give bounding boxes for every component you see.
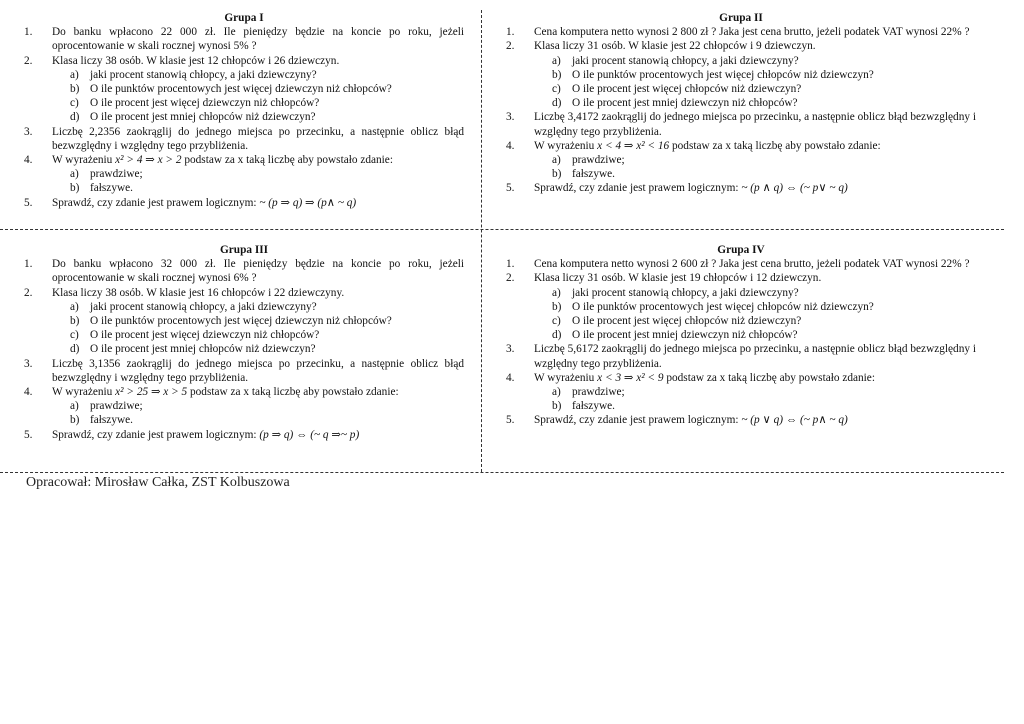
group-title: Grupa I xyxy=(224,12,264,24)
subtask-item xyxy=(70,167,464,181)
task-number: 4. xyxy=(24,386,33,399)
task-statement-prefix: W wyrażeniu xyxy=(534,139,598,152)
task-text xyxy=(52,357,464,385)
task-text xyxy=(52,257,464,285)
subtask-item xyxy=(552,68,976,82)
subtask-text: fałszywe. xyxy=(90,414,133,427)
math-formula: ~ (p ⇒ q) ⇒ (p∧ ~ q) xyxy=(259,196,357,209)
subtask-text: prawdziwe; xyxy=(572,386,625,399)
task-item xyxy=(506,257,976,271)
group-title: Grupa IV xyxy=(717,244,765,256)
subtask-text: O ile punktów procentowych jest więcej dziewczyn niż chłopców? xyxy=(90,83,392,96)
task-text xyxy=(52,153,464,167)
subtask-label: a) xyxy=(70,168,79,181)
task-statement: Liczbę 3,1356 zaokrąglij do jednego miejsca po przecinku, a następnie oblicz błąd bezwzględny i względny tego przybliżenia. xyxy=(52,357,464,384)
task-text xyxy=(534,25,976,39)
group-2 xyxy=(506,11,976,196)
subtask-text: O ile punktów procentowych jest więcej chłopców niż dziewczyn? xyxy=(572,68,874,81)
task-item xyxy=(506,181,976,195)
subtask-label: a) xyxy=(552,154,561,167)
task-text xyxy=(52,385,464,399)
math-formula: ~ (p ∨ q) ⇔ (~ p∧ ~ q) xyxy=(741,414,848,427)
subtask-label: d) xyxy=(552,329,562,342)
subtask-text: fałszywe. xyxy=(90,182,133,195)
subtask-text: prawdziwe; xyxy=(572,154,625,167)
task-item xyxy=(24,25,464,53)
subtask-label: d) xyxy=(552,97,562,110)
subtask-label: a) xyxy=(552,286,561,299)
task-statement: Cena komputera netto wynosi 2 600 zł ? Jaka jest cena brutto, jeżeli podatek VAT wynosi 22% ? xyxy=(534,258,970,271)
subtask-text: O ile procent jest więcej chłopców niż dziewczyn? xyxy=(572,83,802,96)
subtask-label: c) xyxy=(552,315,561,328)
task-statement: Do banku wpłacono 22 000 zł. Ile pieniędzy będzie na koncie po roku, jeżeli oprocentowanie w skali rocznej wynosi 5% ? xyxy=(52,26,464,53)
task-statement-suffix: podstaw za x taką liczbę aby powstało zdanie: xyxy=(187,386,399,399)
subtask-item xyxy=(552,54,976,68)
task-statement-suffix: podstaw za x taką liczbę aby powstało zdanie: xyxy=(181,154,393,167)
subtask-label: a) xyxy=(70,300,79,313)
horizontal-cut-line-bottom xyxy=(0,472,1004,473)
math-formula: ~ (p ∧ q) ⇔ (~ p∨ ~ q) xyxy=(741,182,848,195)
task-text xyxy=(52,25,464,53)
task-text xyxy=(534,181,976,195)
task-number: 3. xyxy=(506,343,515,356)
task-number: 2. xyxy=(506,272,515,285)
task-statement-prefix: Sprawdź, czy zdanie jest prawem logicznym: xyxy=(534,414,742,427)
task-statement: Klasa liczy 31 osób. W klasie jest 19 chłopców i 12 dziewczyn. xyxy=(534,272,822,285)
task-text xyxy=(534,271,976,285)
subtask-label: b) xyxy=(552,300,562,313)
task-item xyxy=(506,139,976,153)
task-item xyxy=(24,257,464,285)
subtask-item xyxy=(70,328,464,342)
task-number: 1. xyxy=(24,26,33,39)
task-text xyxy=(534,342,976,370)
group-title: Grupa III xyxy=(219,244,269,256)
subtask-text: jaki procent stanowią chłopcy, a jaki dziewczyny? xyxy=(572,54,799,67)
subtask-text: prawdziwe; xyxy=(90,168,143,181)
subtask-item xyxy=(70,399,464,413)
subtask-item xyxy=(70,82,464,96)
group-1 xyxy=(24,11,464,210)
task-number: 2. xyxy=(506,40,515,53)
task-number: 4. xyxy=(506,371,515,384)
subtask-item xyxy=(552,328,976,342)
task-text xyxy=(52,286,464,300)
task-statement-prefix: Sprawdź, czy zdanie jest prawem logicznym: xyxy=(52,196,260,209)
task-statement: Liczbę 5,6172 zaokrąglij do jednego miejsca po przecinku, a następnie oblicz błąd bezwzględny i względny tego przybliżenia. xyxy=(534,343,976,370)
task-number: 5. xyxy=(506,414,515,427)
task-text xyxy=(534,39,976,53)
task-number: 1. xyxy=(506,258,515,271)
task-item xyxy=(24,286,464,300)
task-item xyxy=(506,110,976,138)
subtask-item xyxy=(552,399,976,413)
math-formula: x < 3 ⇒ x² < 9 xyxy=(597,371,664,384)
group-3 xyxy=(24,243,464,442)
task-text xyxy=(52,428,464,442)
subtask-label: a) xyxy=(552,386,561,399)
task-statement-suffix: podstaw za x taką liczbę aby powstało zdanie: xyxy=(663,371,875,384)
subtask-text: O ile procent jest więcej dziewczyn niż chłopców? xyxy=(90,329,320,342)
task-item xyxy=(506,271,976,285)
task-item xyxy=(506,413,976,427)
subtask-text: prawdziwe; xyxy=(90,400,143,413)
task-item xyxy=(506,342,976,370)
task-number: 1. xyxy=(506,26,515,39)
task-text xyxy=(534,139,976,153)
subtask-text: jaki procent stanowią chłopcy, a jaki dziewczyny? xyxy=(90,300,317,313)
subtask-text: O ile punktów procentowych jest więcej chłopców niż dziewczyn? xyxy=(572,300,874,313)
task-statement-prefix: W wyrażeniu xyxy=(52,386,116,399)
task-statement-prefix: Sprawdź, czy zdanie jest prawem logicznym: xyxy=(534,182,742,195)
subtask-label: c) xyxy=(70,97,79,110)
task-statement-prefix: Sprawdź, czy zdanie jest prawem logicznym: xyxy=(52,428,260,441)
task-statement-prefix: W wyrażeniu xyxy=(52,154,116,167)
group-title: Grupa II xyxy=(719,12,763,24)
task-statement: Cena komputera netto wynosi 2 800 zł ? Jaka jest cena brutto, jeżeli podatek VAT wynosi 22% ? xyxy=(534,26,970,39)
subtask-text: O ile punktów procentowych jest więcej dziewczyn niż chłopców? xyxy=(90,315,392,328)
subtask-label: c) xyxy=(552,83,561,96)
subtask-text: O ile procent jest mniej chłopców niż dziewczyn? xyxy=(90,343,316,356)
task-text xyxy=(534,110,976,138)
subtask-label: a) xyxy=(70,400,79,413)
subtask-item xyxy=(552,167,976,181)
subtask-item xyxy=(70,181,464,195)
subtask-item xyxy=(70,110,464,124)
subtask-item xyxy=(552,153,976,167)
task-number: 3. xyxy=(506,111,515,124)
task-number: 5. xyxy=(24,428,33,441)
task-statement: Liczbę 2,2356 zaokrąglij do jednego miejsca po przecinku, a następnie oblicz błąd bezwzględny i względny tego przybliżenia. xyxy=(52,125,464,152)
task-statement: Do banku wpłacono 32 000 zł. Ile pieniędzy będzie na koncie po roku, jeżeli oprocentowanie w skali rocznej wynosi 6% ? xyxy=(52,258,464,285)
task-item xyxy=(24,125,464,153)
subtask-text: O ile procent jest mniej chłopców niż dziewczyn? xyxy=(90,111,316,124)
task-item xyxy=(24,385,464,399)
subtask-label: d) xyxy=(70,111,80,124)
math-formula: (p ⇒ q) ⇔ (~ q ⇒~ p) xyxy=(259,428,360,441)
subtask-label: b) xyxy=(552,68,562,81)
task-item xyxy=(24,196,464,210)
subtask-item xyxy=(70,342,464,356)
task-text xyxy=(52,54,464,68)
task-number: 4. xyxy=(24,154,33,167)
subtask-label: b) xyxy=(552,168,562,181)
task-text xyxy=(52,125,464,153)
task-number: 2. xyxy=(24,286,33,299)
task-number: 5. xyxy=(506,182,515,195)
math-formula: x² > 25 ⇒ x > 5 xyxy=(115,386,188,399)
task-text xyxy=(534,371,976,385)
task-item xyxy=(506,371,976,385)
subtask-text: O ile procent jest więcej chłopców niż dziewczyn? xyxy=(572,315,802,328)
task-number: 2. xyxy=(24,54,33,67)
subtask-text: jaki procent stanowią chłopcy, a jaki dziewczyny? xyxy=(572,286,799,299)
task-statement: Klasa liczy 31 osób. W klasie jest 22 chłopców i 9 dziewczyn. xyxy=(534,40,816,53)
subtask-label: b) xyxy=(552,400,562,413)
subtask-label: b) xyxy=(70,182,80,195)
subtask-label: c) xyxy=(70,329,79,342)
subtask-text: O ile procent jest więcej dziewczyn niż chłopców? xyxy=(90,97,320,110)
subtask-item xyxy=(552,385,976,399)
subtask-label: a) xyxy=(70,68,79,81)
subtask-item xyxy=(552,96,976,110)
task-statement-prefix: W wyrażeniu xyxy=(534,371,598,384)
task-statement: Klasa liczy 38 osób. W klasie jest 12 chłopców i 26 dziewczyn. xyxy=(52,54,340,67)
task-item xyxy=(24,428,464,442)
subtask-label: b) xyxy=(70,315,80,328)
subtask-item xyxy=(552,82,976,96)
subtask-item xyxy=(70,300,464,314)
task-statement-suffix: podstaw za x taką liczbę aby powstało zdanie: xyxy=(669,139,881,152)
subtask-text: fałszywe. xyxy=(572,168,615,181)
task-number: 4. xyxy=(506,139,515,152)
subtask-text: O ile procent jest mniej dziewczyn niż chłopców? xyxy=(572,97,798,110)
task-number: 1. xyxy=(24,258,33,271)
task-item xyxy=(24,357,464,385)
task-item xyxy=(24,153,464,167)
subtask-item xyxy=(70,68,464,82)
math-formula: x < 4 ⇒ x² < 16 xyxy=(597,139,670,152)
task-number: 3. xyxy=(24,357,33,370)
subtask-label: b) xyxy=(70,414,80,427)
task-item xyxy=(506,25,976,39)
math-formula: x² > 4 ⇒ x > 2 xyxy=(115,154,182,167)
subtask-item xyxy=(552,314,976,328)
subtask-item xyxy=(552,286,976,300)
task-number: 5. xyxy=(24,196,33,209)
task-text xyxy=(52,196,464,210)
group-4 xyxy=(506,243,976,428)
subtask-item xyxy=(70,96,464,110)
task-text xyxy=(534,413,976,427)
subtask-item xyxy=(70,314,464,328)
subtask-item xyxy=(552,300,976,314)
footer-author: Opracował: Mirosław Całka, ZST Kolbuszowa xyxy=(26,475,290,490)
subtask-label: a) xyxy=(552,54,561,67)
subtask-item xyxy=(70,413,464,427)
horizontal-cut-line-middle xyxy=(0,229,1004,230)
task-item xyxy=(506,39,976,53)
task-statement: Liczbę 3,4172 zaokrąglij do jednego miejsca po przecinku, a następnie oblicz błąd bezwzględny i względny tego przybliżenia. xyxy=(534,111,976,138)
subtask-text: O ile procent jest mniej dziewczyn niż chłopców? xyxy=(572,329,798,342)
subtask-text: jaki procent stanowią chłopcy, a jaki dziewczyny? xyxy=(90,68,317,81)
subtask-label: d) xyxy=(70,343,80,356)
task-text xyxy=(534,257,976,271)
subtask-label: b) xyxy=(70,83,80,96)
vertical-cut-line xyxy=(481,10,482,472)
task-statement: Klasa liczy 38 osób. W klasie jest 16 chłopców i 22 dziewczyny. xyxy=(52,286,345,299)
task-number: 3. xyxy=(24,125,33,138)
task-item xyxy=(24,54,464,68)
subtask-text: fałszywe. xyxy=(572,400,615,413)
